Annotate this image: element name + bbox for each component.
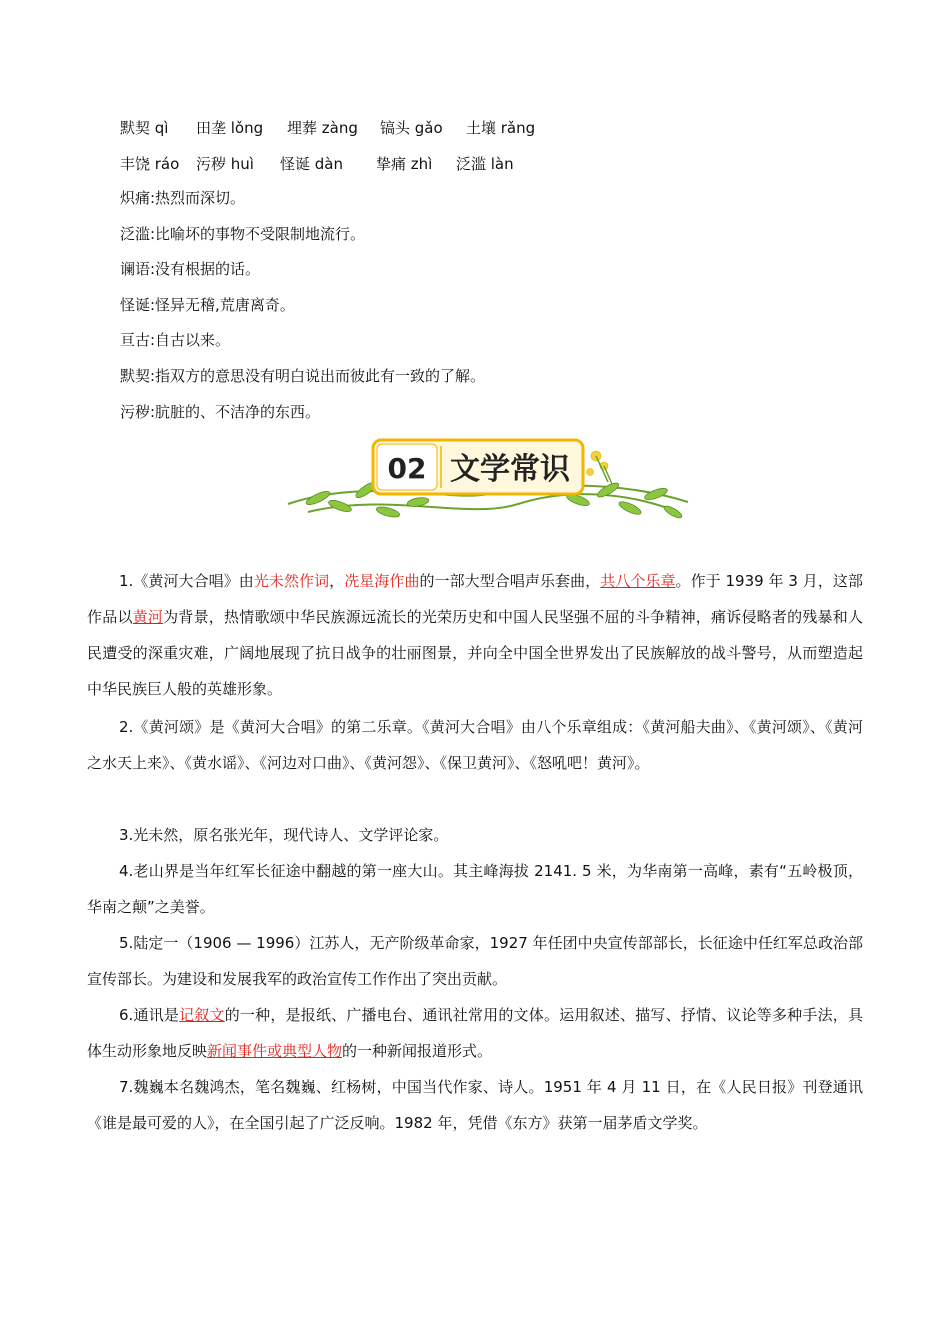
vocab-row-1: [120, 118, 560, 138]
vocab-item: 默契 qì: [120, 119, 169, 137]
definition-line: 默契:指双方的意思没有明白说出而彼此有一致的了解。: [120, 367, 486, 385]
text-run: 的一种，是报纸、广播电台、通讯社常用的文体。运用叙述、描写、抒情、议论等多种手法，具体生动形象地反映: [87, 1006, 863, 1060]
paragraph-4: 4.老山界是当年红军长征途中翻越的第一座大山。其主峰海拔 2141. 5 米，为华南第一高峰，素有“五岭极顶，华南之颠”之美誉。: [87, 862, 863, 916]
vocab-item: 污秽 huì: [196, 155, 254, 173]
paragraph-5: 5.陆定一（1906 — 1996）江苏人，无产阶级革命家，1927 年任团中央宣传部部长，长征途中任红军总政治部宣传部长。为建设和发展我军的政治宣传工作作出了突出贡献。: [87, 934, 863, 988]
vocab-item: 丰饶 ráo: [120, 155, 180, 173]
definition-line: 炽痛:热烈而深切。: [120, 189, 246, 207]
vocab-row-2: [120, 154, 560, 174]
text-run: 6.通讯是: [119, 1006, 180, 1024]
highlight-news-events: 新闻事件或典型人物: [207, 1042, 343, 1060]
paragraph-2: 2.《黄河颂》是《黄河大合唱》的第二乐章。《黄河大合唱》由八个乐章组成：《黄河船夫曲》、《黄河颂》、《黄河之水天上来》、《黄水谣》、《河边对口曲》、《黄河怨》、《保卫黄河》、《怒吼吧！黄河》。: [87, 718, 863, 772]
text-run: 的一种新闻报道形式。: [342, 1042, 493, 1060]
banner-title: 文学常识: [450, 452, 570, 487]
section-banner: [278, 432, 698, 532]
text-run: 1.《黄河大合唱》由: [119, 572, 254, 590]
vocab-item: 镐头 gǎo: [380, 119, 443, 137]
vocab-item: 挚痛 zhì: [376, 155, 433, 173]
banner-number: 02: [387, 452, 427, 485]
paragraph-1: [87, 563, 863, 707]
vocab-item: 怪诞 dàn: [280, 155, 343, 173]
highlight-movements: 共八个乐章: [600, 572, 676, 590]
paragraph-7: 7.魏巍本名魏鸿杰，笔名魏巍、红杨树，中国当代作家、诗人。1951 年 4 月 11 日，在《人民日报》刊登通讯《谁是最可爱的人》，在全国引起了广泛反响。1982 年，凭借《东方》获第一届茅盾文学奖。: [87, 1078, 863, 1132]
vocab-item: 泛滥 làn: [456, 155, 514, 173]
highlight-narrative: 记叙文: [179, 1006, 225, 1024]
paragraph-3: 3.光未然，原名张光年，现代诗人、文学评论家。: [119, 826, 449, 844]
highlight-yellow-river: 黄河: [132, 608, 164, 626]
vocab-item: 土壤 rǎng: [466, 119, 536, 137]
text-run: 为背景，热情歌颂中华民族源远流长的光荣历史和中国人民坚强不屈的斗争精神，痛诉侵略者的残暴和人民遭受的深重灾难，广阔地展现了抗日战争的壮丽图景，并向全中国全世界发出了民族解放的战斗警号，从而塑造起中华民族巨人般的英雄形象。: [87, 608, 863, 698]
text-run: ，: [329, 572, 345, 590]
definition-line: 污秽:肮脏的、不洁净的东西。: [120, 403, 321, 421]
highlight-composer: 冼星海作曲: [344, 572, 420, 590]
definition-line: 谰语:没有根据的话。: [120, 260, 261, 278]
paragraph-6: [87, 997, 863, 1069]
leaf-vine-decoration: [278, 432, 698, 532]
vocab-item: 田垄 lǒng: [196, 119, 264, 137]
definition-line: 亘古:自古以来。: [120, 331, 231, 349]
text-run: 的一部大型合唱声乐套曲，: [419, 572, 601, 590]
definition-line: 泛滥:比喻坏的事物不受限制地流行。: [120, 225, 366, 243]
text-run: 。作于 1939 年 3 月，这部作品以: [87, 572, 863, 626]
highlight-lyricist: 光未然作词: [253, 572, 330, 590]
vocab-item: 埋葬 zàng: [287, 119, 358, 137]
definition-line: 怪诞:怪异无稽,荒唐离奇。: [120, 296, 295, 314]
